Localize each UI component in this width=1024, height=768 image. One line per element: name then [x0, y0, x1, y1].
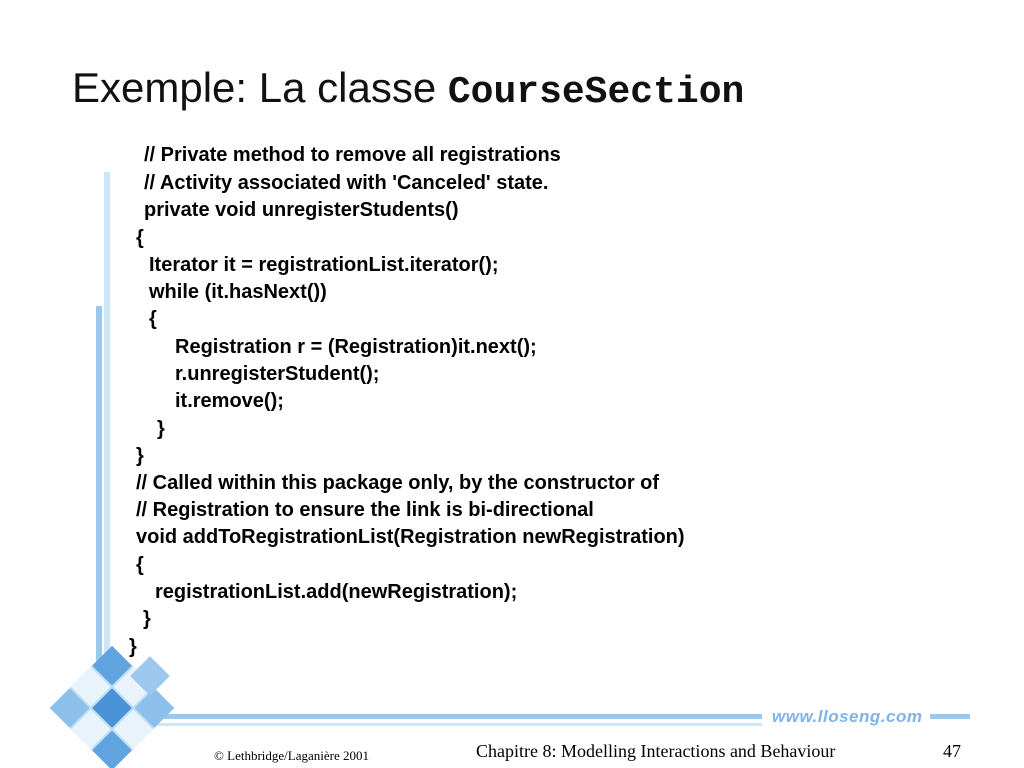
code-line: } [136, 445, 144, 467]
code-line: Iterator it = registrationList.iterator(); [149, 254, 499, 276]
copyright-text: © Lethbridge/Laganière 2001 [214, 748, 369, 763]
code-line: } [143, 608, 151, 630]
horizontal-bar-top [150, 714, 762, 719]
horizontal-bar-right [930, 714, 970, 719]
code-line: Registration r = (Registration)it.next(); [175, 336, 537, 358]
code-line: void addToRegistrationList(Registration newRegistration) [136, 526, 685, 548]
title-class-name: CourseSection [447, 71, 745, 114]
code-line: while (it.hasNext()) [149, 281, 327, 303]
code-line: { [149, 308, 157, 330]
code-line: registrationList.add(newRegistration); [155, 581, 518, 603]
website-label: www.lloseng.com [772, 707, 923, 726]
code-line: } [129, 636, 137, 658]
code-line: { [136, 227, 144, 249]
code-line: { [136, 554, 144, 576]
code-line: private void unregisterStudents() [144, 199, 459, 221]
code-line: // Called within this package only, by the constructor of [136, 472, 660, 494]
chapter-title: Chapitre 8: Modelling Interactions and Behaviour [476, 741, 836, 761]
code-line: r.unregisterStudent(); [175, 363, 380, 385]
horizontal-bar-bottom [150, 723, 762, 726]
code-line: } [157, 418, 165, 440]
code-line: // Private method to remove all registrations [144, 144, 561, 166]
code-line: // Registration to ensure the link is bi-directional [136, 499, 594, 521]
vertical-bar-light [104, 172, 110, 732]
code-line: // Activity associated with 'Canceled' state. [144, 172, 549, 194]
page-number: 47 [943, 741, 961, 761]
slide-title [72, 64, 744, 114]
title-prefix: Exemple: La classe [72, 64, 448, 111]
code-line: it.remove(); [175, 390, 284, 412]
